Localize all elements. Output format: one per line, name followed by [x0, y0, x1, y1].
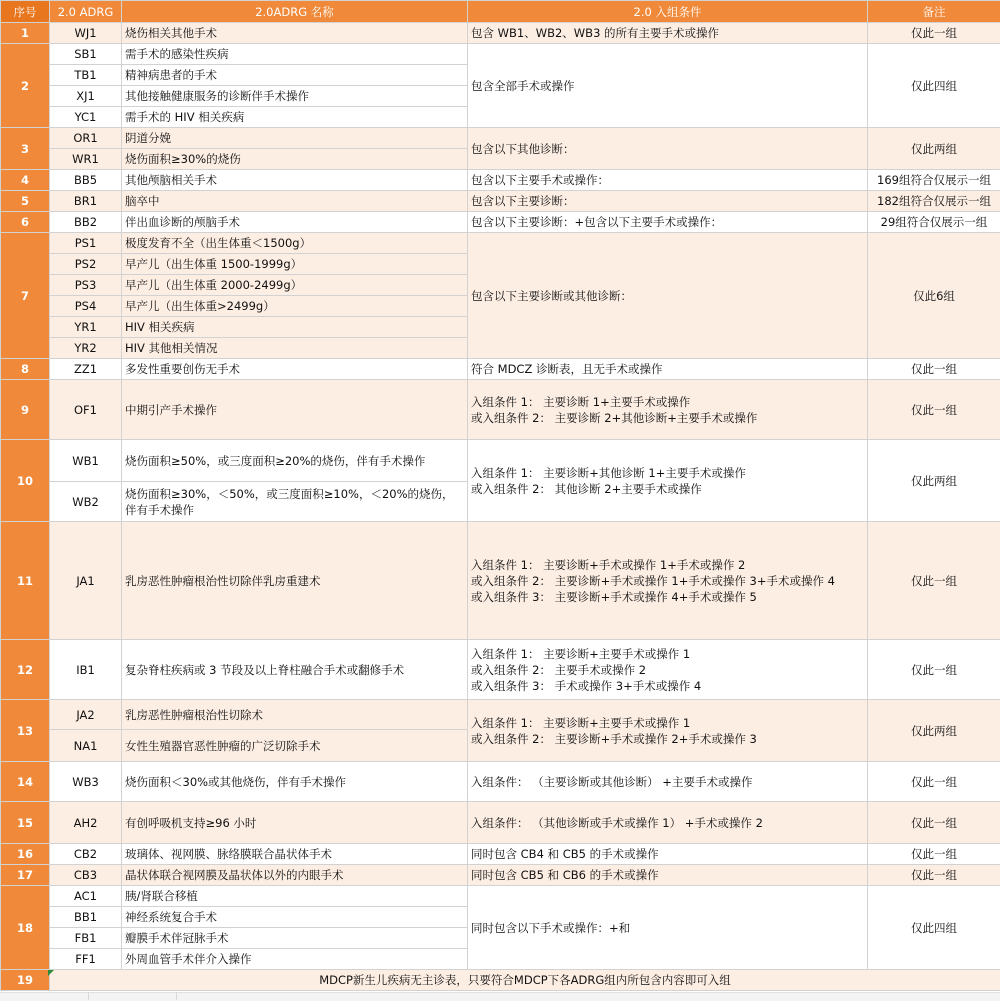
adrg-name-cell[interactable]: 早产儿（出生体重 2000-2499g）	[122, 275, 468, 296]
adrg-code-cell[interactable]: PS4	[50, 296, 122, 317]
adrg-code-cell[interactable]: XJ1	[50, 86, 122, 107]
adrg-code-cell[interactable]: OR1	[50, 128, 122, 149]
cell-comment-marker-icon	[48, 970, 54, 976]
row-index-cell[interactable]: 4	[1, 170, 50, 191]
adrg-name-cell[interactable]: 乳房恶性肿瘤根治性切除术	[122, 700, 468, 730]
adrg-code-cell[interactable]: IB1	[50, 640, 122, 700]
condition-line: 或入组条件 2： 主要手术或操作 2	[471, 662, 864, 678]
sheet-column-divider	[88, 992, 89, 1000]
adrg-name-cell[interactable]: 烧伤面积≥50%，或三度面积≥20%的烧伤，伴有手术操作	[122, 440, 468, 482]
row-index-cell[interactable]: 19	[1, 970, 50, 991]
adrg-code-cell[interactable]: YR1	[50, 317, 122, 338]
header-name[interactable]: 2.0ADRG 名称	[122, 1, 468, 23]
adrg-name-cell[interactable]: 女性生殖器官恶性肿瘤的广泛切除手术	[122, 730, 468, 762]
row-index-cell[interactable]: 5	[1, 191, 50, 212]
table-row	[1, 44, 1000, 65]
footer-note-cell[interactable]: MDCP新生儿疾病无主诊表，只要符合MDCP下各ADRG组内所包含内容即可入组	[50, 970, 1000, 991]
adrg-name-cell[interactable]: 中期引产手术操作	[122, 380, 468, 440]
adrg-code-cell[interactable]: JA1	[50, 522, 122, 640]
adrg-name-cell[interactable]: 精神病患者的手术	[122, 65, 468, 86]
table-row	[1, 440, 1000, 482]
note-cell[interactable]: 仅此两组	[868, 128, 1000, 170]
adrg-name-cell[interactable]: 复杂脊柱疾病或 3 节段及以上脊柱融合手术或翻修手术	[122, 640, 468, 700]
adrg-name-cell[interactable]: 极度发育不全（出生体重＜1500g）	[122, 233, 468, 254]
row-index-cell[interactable]: 17	[1, 865, 50, 886]
adrg-code-cell[interactable]: PS3	[50, 275, 122, 296]
condition-line: 或入组条件 2： 其他诊断 2+主要手术或操作	[471, 481, 864, 497]
row-index-cell[interactable]: 2	[1, 44, 50, 128]
condition-cell[interactable]	[468, 762, 868, 802]
adrg-code-cell[interactable]: YR2	[50, 338, 122, 359]
condition-line: 入组条件 1： 主要诊断 1+主要手术或操作	[471, 394, 864, 410]
note-cell[interactable]: 仅此一组	[868, 865, 1000, 886]
note-cell[interactable]: 仅此一组	[868, 640, 1000, 700]
adrg-code-cell[interactable]: WJ1	[50, 23, 122, 44]
adrg-code-cell[interactable]: WB1	[50, 440, 122, 482]
note-cell[interactable]: 仅此一组	[868, 762, 1000, 802]
header-row	[1, 1, 1000, 23]
condition-line: 包含全部手术或操作	[471, 78, 864, 94]
row-index-cell[interactable]: 7	[1, 233, 50, 359]
row-index-cell[interactable]: 11	[1, 522, 50, 640]
adrg-code-cell[interactable]: WB3	[50, 762, 122, 802]
adrg-code-cell[interactable]: AH2	[50, 802, 122, 844]
adrg-name-cell[interactable]: 烧伤面积≥30%的烧伤	[122, 149, 468, 170]
adrg-name-cell[interactable]: 有创呼吸机支持≥96 小时	[122, 802, 468, 844]
adrg-code-cell[interactable]: CB3	[50, 865, 122, 886]
adrg-name-cell[interactable]: 早产儿（出生体重>2499g）	[122, 296, 468, 317]
adrg-code-cell[interactable]: BB1	[50, 907, 122, 928]
adrg-code-cell[interactable]: JA2	[50, 700, 122, 730]
condition-cell[interactable]	[468, 440, 868, 522]
adrg-name-cell[interactable]: 早产儿（出生体重 1500-1999g）	[122, 254, 468, 275]
note-cell[interactable]: 仅此一组	[868, 23, 1000, 44]
condition-line: 包含以下主要诊断：	[471, 193, 864, 209]
condition-line: 入组条件 1： 主要诊断+主要手术或操作 1	[471, 715, 864, 731]
adrg-name-cell[interactable]: 乳房恶性肿瘤根治性切除伴乳房重建术	[122, 522, 468, 640]
note-cell[interactable]: 仅此一组	[868, 844, 1000, 865]
adrg-code-cell[interactable]: PS2	[50, 254, 122, 275]
header-code[interactable]: 2.0 ADRG	[50, 1, 122, 23]
note-cell[interactable]: 仅此两组	[868, 700, 1000, 762]
adrg-code-cell[interactable]: WB2	[50, 482, 122, 522]
row-index-cell[interactable]: 12	[1, 640, 50, 700]
condition-cell[interactable]	[468, 802, 868, 844]
adrg-code-cell[interactable]: BR1	[50, 191, 122, 212]
condition-cell[interactable]	[468, 886, 868, 970]
table-row	[1, 640, 1000, 700]
adrg-name-cell[interactable]: 其他颅脑相关手术	[122, 170, 468, 191]
table-row	[1, 844, 1000, 865]
condition-cell[interactable]	[468, 700, 868, 762]
condition-line: 入组条件： （其他诊断或手术或操作 1） +手术或操作 2	[471, 815, 864, 831]
table-row	[1, 802, 1000, 844]
condition-cell[interactable]	[468, 128, 868, 170]
row-index-cell[interactable]: 13	[1, 700, 50, 762]
condition-line: 或入组条件 3： 手术或操作 3+手术或操作 4	[471, 678, 864, 694]
adrg-code-cell[interactable]: AC1	[50, 886, 122, 907]
adrg-name-cell[interactable]: 烧伤相关其他手术	[122, 23, 468, 44]
table-row	[1, 23, 1000, 44]
condition-cell[interactable]	[468, 640, 868, 700]
adrg-name-cell[interactable]: 外周血管手术伴介入操作	[122, 949, 468, 970]
condition-line: 同时包含以下手术或操作：+和	[471, 920, 864, 936]
condition-line: 包含 WB1、WB2、WB3 的所有主要手术或操作	[471, 25, 864, 41]
adrg-name-cell[interactable]: 脑卒中	[122, 191, 468, 212]
adrg-code-cell[interactable]: TB1	[50, 65, 122, 86]
adrg-name-cell[interactable]: 瓣膜手术伴冠脉手术	[122, 928, 468, 949]
condition-line: 入组条件 1： 主要诊断+其他诊断 1+主要手术或操作	[471, 465, 864, 481]
note-cell[interactable]: 仅此6组	[868, 233, 1000, 359]
row-index-cell[interactable]: 15	[1, 802, 50, 844]
adrg-code-cell[interactable]: YC1	[50, 107, 122, 128]
adrg-name-cell[interactable]: 胰/肾联合移植	[122, 886, 468, 907]
table-row	[1, 191, 1000, 212]
header-idx[interactable]: 序号	[1, 1, 50, 23]
condition-line: 入组条件 1： 主要诊断+主要手术或操作 1	[471, 646, 864, 662]
footer-row	[1, 970, 1000, 991]
row-index-cell[interactable]: 6	[1, 212, 50, 233]
condition-cell[interactable]	[468, 170, 868, 191]
condition-line: 同时包含 CB5 和 CB6 的手术或操作	[471, 867, 864, 883]
row-index-cell[interactable]: 1	[1, 23, 50, 44]
note-cell[interactable]: 仅此两组	[868, 440, 1000, 522]
condition-cell[interactable]	[468, 44, 868, 128]
condition-cell[interactable]	[468, 212, 868, 233]
row-index-cell[interactable]: 3	[1, 128, 50, 170]
condition-line: 包含以下主要诊断：+包含以下主要手术或操作：	[471, 214, 864, 230]
table-row	[1, 865, 1000, 886]
table-row	[1, 170, 1000, 191]
adrg-code-cell[interactable]: ZZ1	[50, 359, 122, 380]
table-row	[1, 359, 1000, 380]
adrg-code-cell[interactable]: CB2	[50, 844, 122, 865]
condition-cell[interactable]	[468, 865, 868, 886]
adrg-name-cell[interactable]: 烧伤面积≥30%，＜50%，或三度面积≥10%，＜20%的烧伤，伴有手术操作	[122, 482, 468, 522]
condition-cell[interactable]	[468, 233, 868, 359]
adrg-name-cell[interactable]: 其他接触健康服务的诊断伴手术操作	[122, 86, 468, 107]
condition-line: 包含以下其他诊断：	[471, 141, 864, 157]
adrg-name-cell[interactable]: HIV 其他相关情况	[122, 338, 468, 359]
note-cell[interactable]: 仅此一组	[868, 802, 1000, 844]
condition-line: 同时包含 CB4 和 CB5 的手术或操作	[471, 846, 864, 862]
note-cell[interactable]: 182组符合仅展示一组	[868, 191, 1000, 212]
table-row	[1, 212, 1000, 233]
condition-cell[interactable]	[468, 380, 868, 440]
adrg-name-cell[interactable]: 玻璃体、视网膜、脉络膜联合晶状体手术	[122, 844, 468, 865]
note-cell[interactable]: 29组符合仅展示一组	[868, 212, 1000, 233]
table-body	[1, 23, 1000, 991]
adrg-code-cell[interactable]: BB5	[50, 170, 122, 191]
row-index-cell[interactable]: 8	[1, 359, 50, 380]
condition-cell[interactable]	[468, 522, 868, 640]
note-cell[interactable]: 169组符合仅展示一组	[868, 170, 1000, 191]
table-row	[1, 700, 1000, 730]
adrg-code-cell[interactable]: SB1	[50, 44, 122, 65]
note-cell[interactable]: 仅此一组	[868, 359, 1000, 380]
adrg-name-cell[interactable]: 多发性重要创伤无手术	[122, 359, 468, 380]
adrg-name-cell[interactable]: 伴出血诊断的颅脑手术	[122, 212, 468, 233]
row-index-cell[interactable]: 10	[1, 440, 50, 522]
sheet-column-divider	[176, 992, 177, 1000]
adrg-code-cell[interactable]: PS1	[50, 233, 122, 254]
adrg-name-cell[interactable]: 神经系统复合手术	[122, 907, 468, 928]
note-cell[interactable]: 仅此一组	[868, 522, 1000, 640]
row-index-cell[interactable]: 14	[1, 762, 50, 802]
table-row	[1, 522, 1000, 640]
note-cell[interactable]: 仅此四组	[868, 886, 1000, 970]
condition-line: 包含以下主要诊断或其他诊断：	[471, 288, 864, 304]
note-cell[interactable]: 仅此四组	[868, 44, 1000, 128]
adrg-name-cell[interactable]: 阴道分娩	[122, 128, 468, 149]
condition-cell[interactable]	[468, 844, 868, 865]
condition-line: 或入组条件 2： 主要诊断+手术或操作 1+手术或操作 3+手术或操作 4	[471, 573, 864, 589]
note-cell[interactable]: 仅此一组	[868, 380, 1000, 440]
condition-cell[interactable]	[468, 23, 868, 44]
table-row	[1, 886, 1000, 907]
condition-line: 入组条件 1： 主要诊断+手术或操作 1+手术或操作 2	[471, 557, 864, 573]
adrg-name-cell[interactable]: HIV 相关疾病	[122, 317, 468, 338]
condition-cell[interactable]	[468, 191, 868, 212]
adrg-code-cell[interactable]: WR1	[50, 149, 122, 170]
adrg-code-cell[interactable]: FF1	[50, 949, 122, 970]
adrg-name-cell[interactable]: 烧伤面积＜30%或其他烧伤，伴有手术操作	[122, 762, 468, 802]
adrg-code-cell[interactable]: NA1	[50, 730, 122, 762]
adrg-code-cell[interactable]: FB1	[50, 928, 122, 949]
adrg-name-cell[interactable]: 晶状体联合视网膜及晶状体以外的内眼手术	[122, 865, 468, 886]
table-row	[1, 762, 1000, 802]
condition-line: 或入组条件 3： 主要诊断+手术或操作 4+手术或操作 5	[471, 589, 864, 605]
condition-cell[interactable]	[468, 359, 868, 380]
adrg-name-cell[interactable]: 需手术的感染性疾病	[122, 44, 468, 65]
condition-line: 或入组条件 2： 主要诊断+手术或操作 2+手术或操作 3	[471, 731, 864, 747]
adrg-code-cell[interactable]: BB2	[50, 212, 122, 233]
header-cond[interactable]: 2.0 入组条件	[468, 1, 868, 23]
condition-line: 或入组条件 2： 主要诊断 2+其他诊断+主要手术或操作	[471, 410, 864, 426]
row-index-cell[interactable]: 9	[1, 380, 50, 440]
adrg-code-cell[interactable]: OF1	[50, 380, 122, 440]
table-row	[1, 380, 1000, 440]
header-note[interactable]: 备注	[868, 1, 1000, 23]
condition-line: 入组条件： （主要诊断或其他诊断） +主要手术或操作	[471, 774, 864, 790]
table-row	[1, 128, 1000, 149]
condition-line: 包含以下主要手术或操作：	[471, 172, 864, 188]
condition-line: 符合 MDCZ 诊断表，且无手术或操作	[471, 361, 864, 377]
table-row	[1, 233, 1000, 254]
row-index-cell[interactable]: 16	[1, 844, 50, 865]
row-index-cell[interactable]: 18	[1, 886, 50, 970]
adrg-name-cell[interactable]: 需手术的 HIV 相关疾病	[122, 107, 468, 128]
